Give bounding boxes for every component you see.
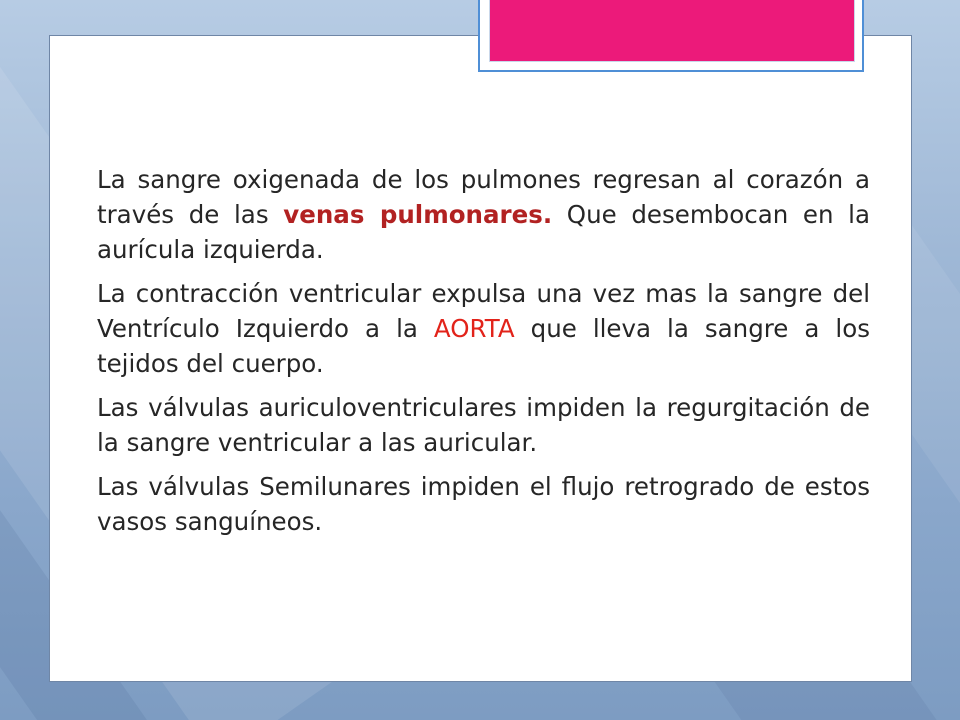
- text-segment: La sangre oxigenada de los pulmones regresan al corazón a través de las: [97, 165, 870, 229]
- paragraph-valvulas-semilunares: [97, 469, 870, 539]
- highlight-aorta: AORTA: [433, 314, 515, 343]
- highlight-venas-pulmonares: venas pulmonares.: [283, 200, 553, 229]
- text-segment: que lleva la sangre a los tejidos del cuerpo.: [97, 314, 870, 378]
- slide-body-text: [97, 162, 870, 548]
- text-segment: Que desembocan en la aurícula izquierda.: [97, 200, 870, 264]
- title-tab-placeholder: [489, 0, 855, 62]
- paragraph-venas-pulmonares: [97, 162, 870, 267]
- paragraph-contraccion-ventricular: [97, 276, 870, 381]
- text-segment: Las válvulas auriculoventriculares impiden la regurgitación de la sangre ventricular a las auricular.: [97, 393, 870, 457]
- paragraph-valvulas-auriculoventriculares: [97, 390, 870, 460]
- text-segment: La contracción ventricular expulsa una vez mas la sangre del Ventrículo Izquierdo a la: [97, 279, 870, 343]
- text-segment: Las válvulas Semilunares impiden el flujo retrogrado de estos vasos sanguíneos.: [97, 472, 870, 536]
